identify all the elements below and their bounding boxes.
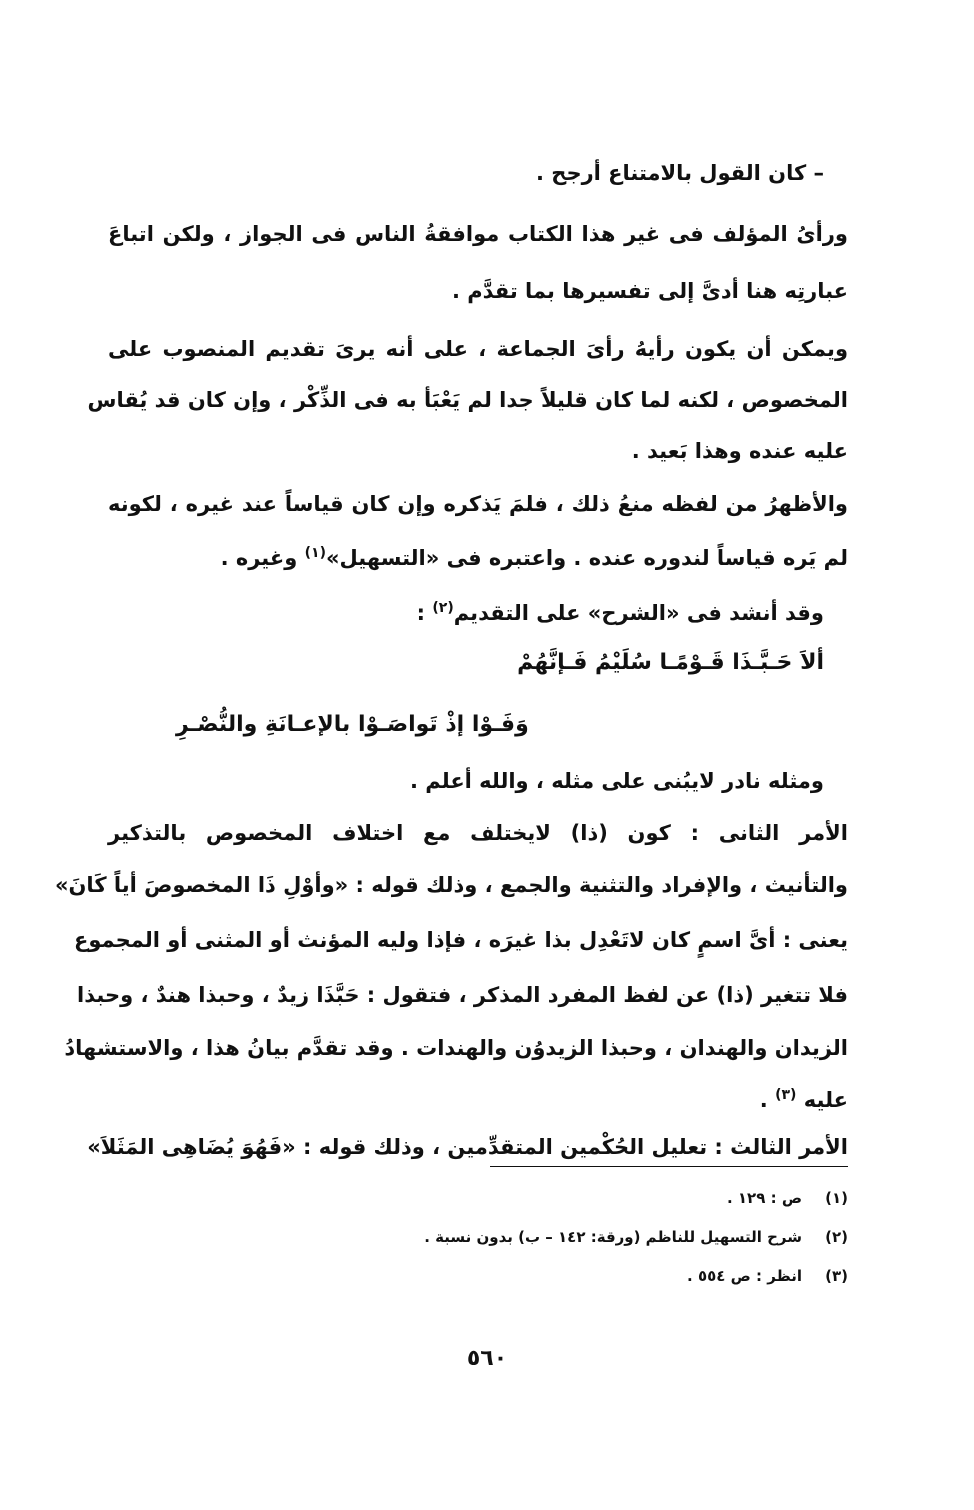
footnote-text: شرح التسهيل للناظم (ورقة: ١٤٢ – ب) بدون نسبة .: [424, 1228, 802, 1246]
text-line-15: الزيدان والهندان ، وحبذا الزيدوُن والهندات . وقد تقدَّم بيانُ هذا ، والاستشهادُ: [64, 1036, 848, 1060]
text-line-2: ورأىُ المؤلف فى غير هذا الكتاب موافقةُ الناس فى الجواز ، ولكن اتباعَ: [108, 222, 848, 246]
footnote-marker-1: (١): [304, 545, 326, 561]
text-line-1: – كان القول بالامتناع أرجح .: [536, 161, 824, 185]
footnote-number: (١): [825, 1189, 848, 1207]
text-line-5: المخصوص ، لكنه لما كان قليلاً جدا لم يَعْبَأ به فى الذِّكْر ، وإن كان قد يُقاس: [87, 388, 848, 412]
text-line-16: عليه $^{(٣)}$ .: [759, 1087, 848, 1112]
footnote-divider: [490, 1166, 848, 1167]
page-number: ٥٦٠: [466, 1346, 508, 1371]
text-line-7: والأظهرُ من لفظه منعُ ذلك ، فلمَ يَذكره وإن كان قياساً عند غيره ، لكونه: [108, 492, 848, 516]
verse-first-hemistich: ألاَ حَـبَّـذَا قَـوْمًـا سُلَيْمُ فَـإنَّهُمْ: [517, 650, 824, 675]
footnote-marker-2: (٢): [432, 600, 454, 616]
text-line-14: فلا تتغير (ذا) عن لفظ المفرد المذكر ، فتقول : حَبَّذَا زيدٌ ، وحبذا هندٌ ، وحبذا: [77, 983, 848, 1007]
footnote-3: [687, 1265, 848, 1287]
text-line-6: عليه عنده وهذا بَعيد .: [631, 439, 848, 463]
text-line-13: يعنى : أىَّ اسمٍ كان لاتَعْدِل بذا غيرَه ، فإذا وليه المؤنث أو المثنى أو المجموع: [74, 928, 848, 952]
text-line-10: ومثله نادر لايبُنى على مثله ، والله أعلم .: [409, 769, 824, 793]
footnote-text: انظر : ص ٥٥٤ .: [687, 1267, 802, 1285]
text-line-9: وقد أنشد فى «الشرح» على التقديم$^{(٢)}$ :: [416, 600, 824, 625]
text-line-4: ويمكن أن يكون رأيهُ رأىَ الجماعة ، على أنه يرىَ تقديم المنصوب على: [108, 337, 848, 361]
text-line-3: عبارتِه هنا أدىَّ إلى تفسيرها بما تقدَّم .: [451, 279, 848, 303]
text-line-17: الأمر الثالث : تعليل الحُكْمين المتقدِّمين ، وذلك قوله : «فَهُوَ يُضَاهِى المَثَلاَ»: [87, 1135, 848, 1159]
text-line-11: الأمر الثانى : كون (ذا) لايختلف مع اختلاف المخصوص بالتذكير: [108, 821, 848, 845]
text-line-8: لم يَره قياساً لندوره عنده . واعتبره فى «التسهيل»$^{(١)}$ وغيره .: [220, 545, 848, 570]
footnote-text: ص : ١٢٩ .: [726, 1189, 802, 1207]
footnote-marker-3: (٣): [775, 1087, 797, 1103]
text-line-12: والتأنيث ، والإفراد والتثنية والجمع ، وذلك قوله : «وأوْلِ ذَا المخصوصَ أياً كَانَ»: [54, 873, 848, 897]
footnote-1: [727, 1187, 848, 1209]
verse-second-hemistich: وَفَـوْا إذْ تَواصَـوْا بالإعـانَةِ والنُّصْـرِ: [176, 712, 529, 737]
footnote-2: [424, 1226, 848, 1248]
footnote-number: (٣): [825, 1267, 848, 1285]
footnote-number: (٢): [825, 1228, 848, 1246]
